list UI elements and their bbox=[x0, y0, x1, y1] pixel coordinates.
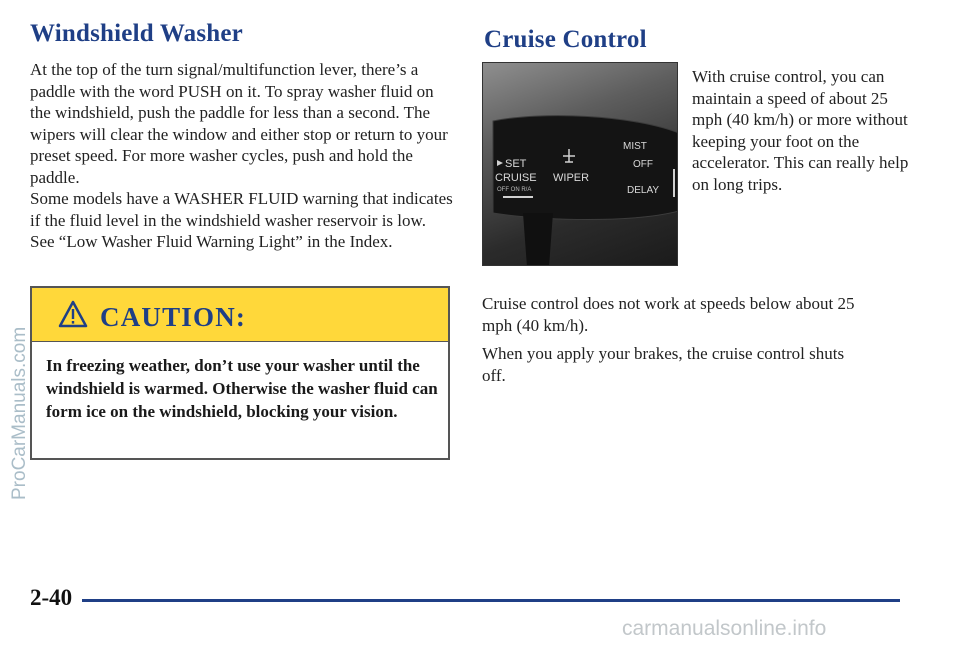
caution-banner bbox=[32, 288, 448, 342]
photo-label-mist: MIST bbox=[623, 141, 647, 152]
photo-label-delay: DELAY bbox=[627, 185, 660, 196]
footer-rule bbox=[82, 599, 900, 602]
page-number: 2-40 bbox=[30, 585, 73, 610]
photo-label-cruise: CRUISE bbox=[495, 172, 537, 184]
watermark-bottom: carmanualsonline.info bbox=[622, 617, 827, 640]
photo-label-off: OFF bbox=[633, 159, 653, 170]
caution-box bbox=[30, 286, 450, 460]
washer-paragraph-1: At the top of the turn signal/multifunction lever, there’s a paddle with the word PUSH on it. To spray washer fluid on the windshield, push the paddle for less than a second. The wipers will clear the window and either stop or return to your preset speed. For more washer cycles, push and hold the paddle. bbox=[30, 60, 448, 187]
heading-windshield-washer: Windshield Washer bbox=[30, 20, 243, 47]
caution-title: CAUTION: bbox=[100, 302, 247, 332]
cruise-paragraph-2: When you apply your brakes, the cruise control shuts off. bbox=[482, 344, 845, 385]
washer-paragraph-2: Some models have a WASHER FLUID warning that indicates if the fluid level in the windshield washer reservoir is low. See “Low Washer Fluid Warning Light” in the Index. bbox=[30, 189, 453, 251]
photo-label-off-on-r: OFF ON R/A bbox=[497, 187, 532, 193]
cruise-lever-photo bbox=[482, 62, 678, 266]
watermark-side: ProCarManuals.com bbox=[9, 326, 30, 500]
cruise-paragraph-1: Cruise control does not work at speeds below about 25 mph (40 km/h). bbox=[482, 294, 855, 335]
heading-cruise-control: Cruise Control bbox=[484, 26, 647, 53]
photo-label-set: SET bbox=[505, 158, 527, 170]
caution-text: In freezing weather, don’t use your washer until the windshield is warmed. Otherwise the washer fluid can form ice on the windshield, blocking your vision. bbox=[46, 356, 438, 421]
warning-triangle-icon bbox=[58, 300, 88, 328]
photo-label-wiper: WIPER bbox=[553, 172, 590, 184]
cruise-intro: With cruise control, you can maintain a speed of about 25 mph (40 km/h) or more without keeping your foot on the accelerator. This can really help on long trips. bbox=[692, 67, 909, 194]
